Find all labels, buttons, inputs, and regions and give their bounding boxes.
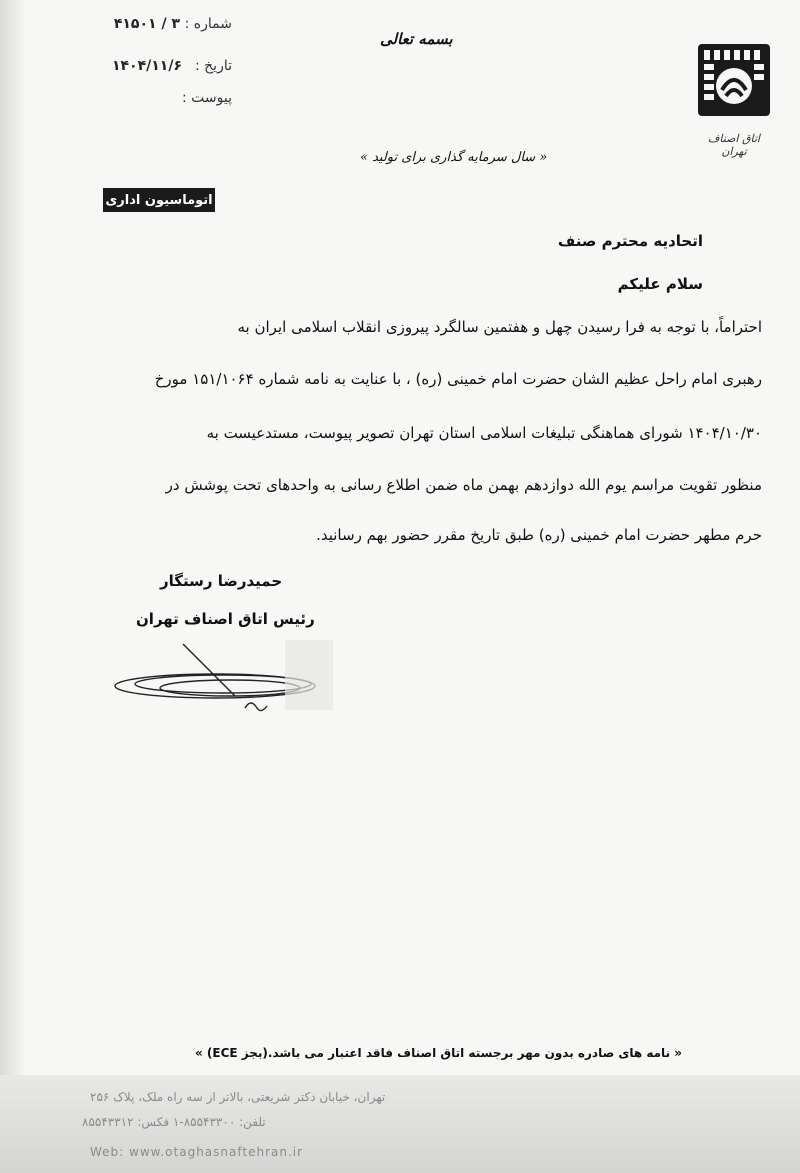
signer-title: رئیس اتاق اصناف تهران (136, 610, 315, 628)
body-line: رهبری امام راحل عظیم الشان حضرت امام خمینی (ره) ، با عنایت به نامه شماره ۱۵۱/۱۰۶۴ مورخ (154, 370, 762, 388)
automation-stamp: اتوماسیون اداری (103, 188, 215, 212)
signer-name: حمیدرضا رستگار (160, 572, 283, 590)
handwritten-signature (105, 636, 345, 726)
recipient-line: اتحادیه محترم صنف (557, 232, 703, 250)
number-label: شماره : (184, 16, 232, 32)
logo-caption: اتاق اصناف تهران (708, 132, 760, 158)
footer-website: Web: www.otaghasnaftehran.ir (90, 1145, 304, 1159)
footer-address: تهران، خیابان دکتر شریعتی، بالاتر از سه راه ملک، پلاک ۲۵۶ (90, 1090, 386, 1104)
gear-logo-icon (694, 40, 774, 130)
attachment-label: پیوست : (182, 90, 232, 106)
date-label: تاریخ : (194, 58, 232, 74)
header-motto: بسمه تعالی (380, 30, 453, 48)
validity-notice: « نامه های صادره بدون مهر برجسته اتاق اصناف فاقد اعتبار می باشد.(بجز ECE) » (195, 1046, 682, 1060)
letter-number: ۳ / ۴۱۵۰۱ (113, 16, 180, 32)
scan-edge-shadow (0, 0, 26, 1173)
letter-date: ۱۴۰۴/۱۱/۶ (111, 58, 182, 74)
footer-phone: تلفن: ۸۵۵۴۳۳۰۰-۱ فکس: ۸۵۵۴۳۳۱۲ (82, 1115, 266, 1129)
reference-block (92, 16, 232, 106)
body-line: حرم مطهر حضرت امام خمینی (ره) طبق تاریخ مقرر حضور بهم رسانید. (316, 526, 762, 544)
body-line: منظور تقویت مراسم یوم الله دوازدهم بهمن ماه ضمن اطلاع رسانی به واحدهای تحت پوشش در (165, 476, 762, 494)
greeting-line: سلام علیکم (617, 275, 703, 293)
chamber-logo (694, 40, 774, 158)
body-line: ۱۴۰۴/۱۰/۳۰ شورای هماهنگی تبلیغات اسلامی استان تهران تصویر پیوست، مستدعیست به (206, 424, 762, 442)
body-line: احتراماً، با توجه به فرا رسیدن چهل و هفتمین سالگرد پیروزی انقلاب اسلامی ایران به (237, 318, 762, 336)
year-slogan: « سال سرمایه گذاری برای تولید » (360, 150, 548, 165)
